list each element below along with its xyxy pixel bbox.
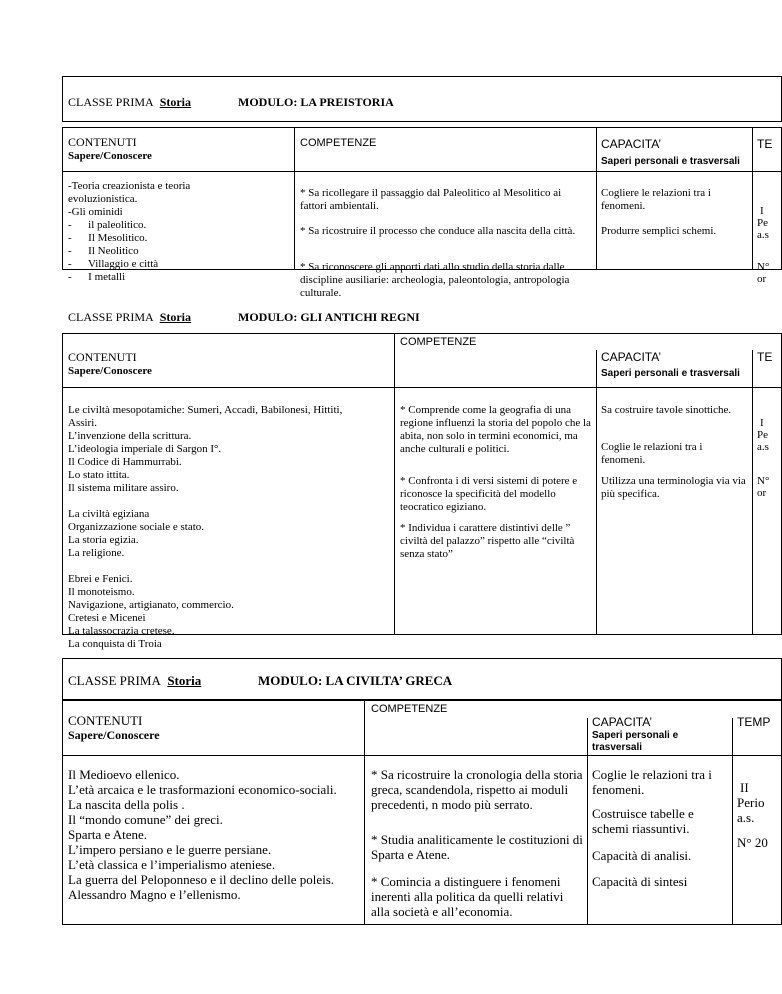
list-item: Cretesi e Micenei — [68, 612, 146, 624]
capacita-item: Capacità di analisi. — [592, 848, 692, 863]
tempi-value: a.s. — [737, 810, 755, 825]
tempi-value: Perio — [737, 795, 765, 810]
capacita-header: CAPACITA’ — [592, 715, 653, 729]
list-item: Lo stato ittita. — [68, 469, 130, 481]
list-item: - il paleolitico. — [68, 219, 147, 231]
capacita-item: Produrre semplici schemi. — [601, 225, 717, 237]
list-item: La religione. — [68, 547, 125, 559]
competenze-header: COMPETENZE — [371, 703, 448, 715]
tempi-value: or — [757, 487, 767, 499]
list-item: Assiri. — [68, 417, 98, 429]
saperi-header: Saperi personali e trasversali — [601, 156, 740, 167]
competenza-item: * Studia analiticamente le costituzioni di Sparta e Atene. — [371, 832, 583, 862]
list-item: L’ideologia imperiale di Sargon I°. — [68, 443, 222, 455]
tempi-header: TEMP — [737, 715, 771, 729]
capacita-item: Costruisce tabelle e schemi riassuntivi. — [592, 806, 694, 836]
list-item: Il monoteismo. — [68, 586, 135, 598]
contenuti-list — [68, 767, 360, 902]
tempi-header: TE — [757, 350, 773, 364]
list-spacer — [68, 560, 390, 573]
list-item: - Il Mesolitico. — [68, 232, 148, 244]
tempi-value: a.s — [757, 441, 769, 453]
list-item: -Gli ominidi — [68, 206, 123, 218]
list-item: Il “mondo comune” dei greci. — [68, 812, 223, 827]
capacita-item: Utilizza una terminologia via via più specifica. — [601, 475, 746, 500]
class-label: CLASSE PRIMA Storia — [68, 673, 202, 688]
list-item: La conquista di Troia — [68, 638, 162, 650]
saperi-header: Saperi personali e trasversali — [601, 368, 740, 379]
capacita-item: Sa costruire tavole sinottiche. — [601, 404, 732, 416]
list-item: La guerra del Peloponneso e il declino delle poleis. — [68, 872, 335, 887]
capacita-item: Coglie le relazioni tra i fenomeni. — [601, 441, 703, 466]
competenza-item: * Sa ricostruire il processo che conduce alla nascita della città. — [300, 225, 576, 237]
list-item: La talassocrazia cretese. — [68, 625, 175, 637]
tempi-value: N° 20 — [737, 835, 768, 850]
subject-label: Storia — [159, 310, 192, 324]
list-item: -Teoria creazionista e teoria — [68, 180, 191, 192]
list-item: Organizzazione sociale e stato. — [68, 521, 205, 533]
module-title: MODULO: LA PREISTORIA — [238, 95, 394, 109]
sapere-header: Sapere/Conoscere — [68, 365, 152, 377]
list-item: Alessandro Magno e l’ellenismo. — [68, 887, 241, 902]
subject-label: Storia — [167, 673, 202, 688]
competenza-item: * Comprende come la geografia di una regione influenzi la storia del popolo che la abita, non solo in termini economici, ma anche culturali e politici. — [400, 404, 591, 455]
contenuti-header: CONTENUTI — [68, 350, 137, 364]
competenza-item: * Sa ricollegare il passaggio dal Paleolitico al Mesolitico ai fattori ambientali. — [300, 187, 562, 212]
capacita-header: CAPACITA’ — [601, 350, 662, 364]
list-item: Sparta e Atene. — [68, 827, 148, 842]
list-item: - Villaggio e città — [68, 258, 159, 270]
sapere-header: Sapere/Conoscere — [68, 728, 160, 742]
list-item: L’età classica e l’imperialismo ateniese. — [68, 857, 276, 872]
module-title: MODULO: LA CIVILTA’ GRECA — [258, 673, 453, 688]
tempi-value: or — [757, 273, 767, 285]
tempi-header: TE — [757, 137, 773, 151]
class-label: CLASSE PRIMA Storia — [68, 310, 192, 324]
contenuti-header: CONTENUTI — [68, 135, 137, 149]
competenze-header: COMPETENZE — [300, 137, 377, 149]
tempi-value: a.s — [757, 229, 769, 241]
list-item: - I metalli — [68, 271, 126, 283]
list-item: Navigazione, artigianato, commercio. — [68, 599, 234, 611]
tempi-value: Pe — [757, 217, 768, 229]
list-item: Il Medioevo ellenico. — [68, 767, 180, 782]
list-item: - Il Neolitico — [68, 245, 139, 257]
capacita-item: Capacità di sintesi — [592, 874, 688, 889]
contenuti-list — [68, 180, 288, 284]
saperi-header: Saperi personali e trasversali — [592, 730, 679, 753]
list-item: evoluzionistica. — [68, 193, 138, 205]
module-title: MODULO: GLI ANTICHI REGNI — [238, 310, 420, 324]
list-item: Il sistema militare assiro. — [68, 482, 179, 494]
list-item: L’impero persiano e le guerre persiane. — [68, 842, 272, 857]
tempi-value: Pe — [757, 429, 768, 441]
list-item: Le civiltà mesopotamiche: Sumeri, Accadi, Babilonesi, Hittiti, — [68, 404, 343, 416]
competenza-item: * Comincia a distinguere i fenomeni inerenti alla politica da quelli relativi alla società e all’economia. — [371, 874, 564, 919]
list-item: La civiltà egiziana — [68, 508, 150, 520]
class-label: CLASSE PRIMA Storia — [68, 95, 192, 109]
sapere-header: Sapere/Conoscere — [68, 150, 152, 162]
list-item: Il Codice di Hammurrabi. — [68, 456, 182, 468]
list-item: La storia egizia. — [68, 534, 139, 546]
contenuti-list — [68, 404, 390, 651]
list-item: Ebrei e Fenici. — [68, 573, 133, 585]
competenza-item: * Sa ricostruire la cronologia della storia greca, scandendola, rispetto ai moduli precedenti, n modo più serrato. — [371, 767, 583, 812]
capacita-header: CAPACITA’ — [601, 137, 662, 151]
list-item: La nascita della polis . — [68, 797, 185, 812]
tempi-value: I — [760, 417, 764, 429]
list-item: L’invenzione della scrittura. — [68, 430, 192, 442]
subject-label: Storia — [159, 95, 192, 109]
contenuti-header: CONTENUTI — [68, 713, 143, 728]
competenze-header: COMPETENZE — [400, 336, 477, 348]
tempi-value: N° — [757, 261, 770, 273]
capacita-item: Coglie le relazioni tra i fenomeni. — [592, 767, 712, 797]
competenza-item: * Sa riconoscere gli apporti dati allo studio della storia dalle discipline ausiliarie: archeologia, paleontologia, antropologia culturale. — [300, 261, 570, 299]
list-spacer — [68, 495, 390, 508]
tempi-value: N° — [757, 475, 770, 487]
tempi-value: II — [740, 780, 749, 795]
competenza-item: * Individua i carattere distintivi delle ” civiltà del palazzo” rispetto alle “civiltà senza stato” — [400, 522, 575, 560]
capacita-item: Cogliere le relazioni tra i fenomeni. — [601, 187, 711, 212]
list-item: L’età arcaica e le trasformazioni economico-sociali. — [68, 782, 337, 797]
competenza-item: * Confronta i di versi sistemi di potere e riconosce la specificità del modello teocratico egiziano. — [400, 475, 578, 513]
tempi-value: I — [760, 205, 764, 217]
